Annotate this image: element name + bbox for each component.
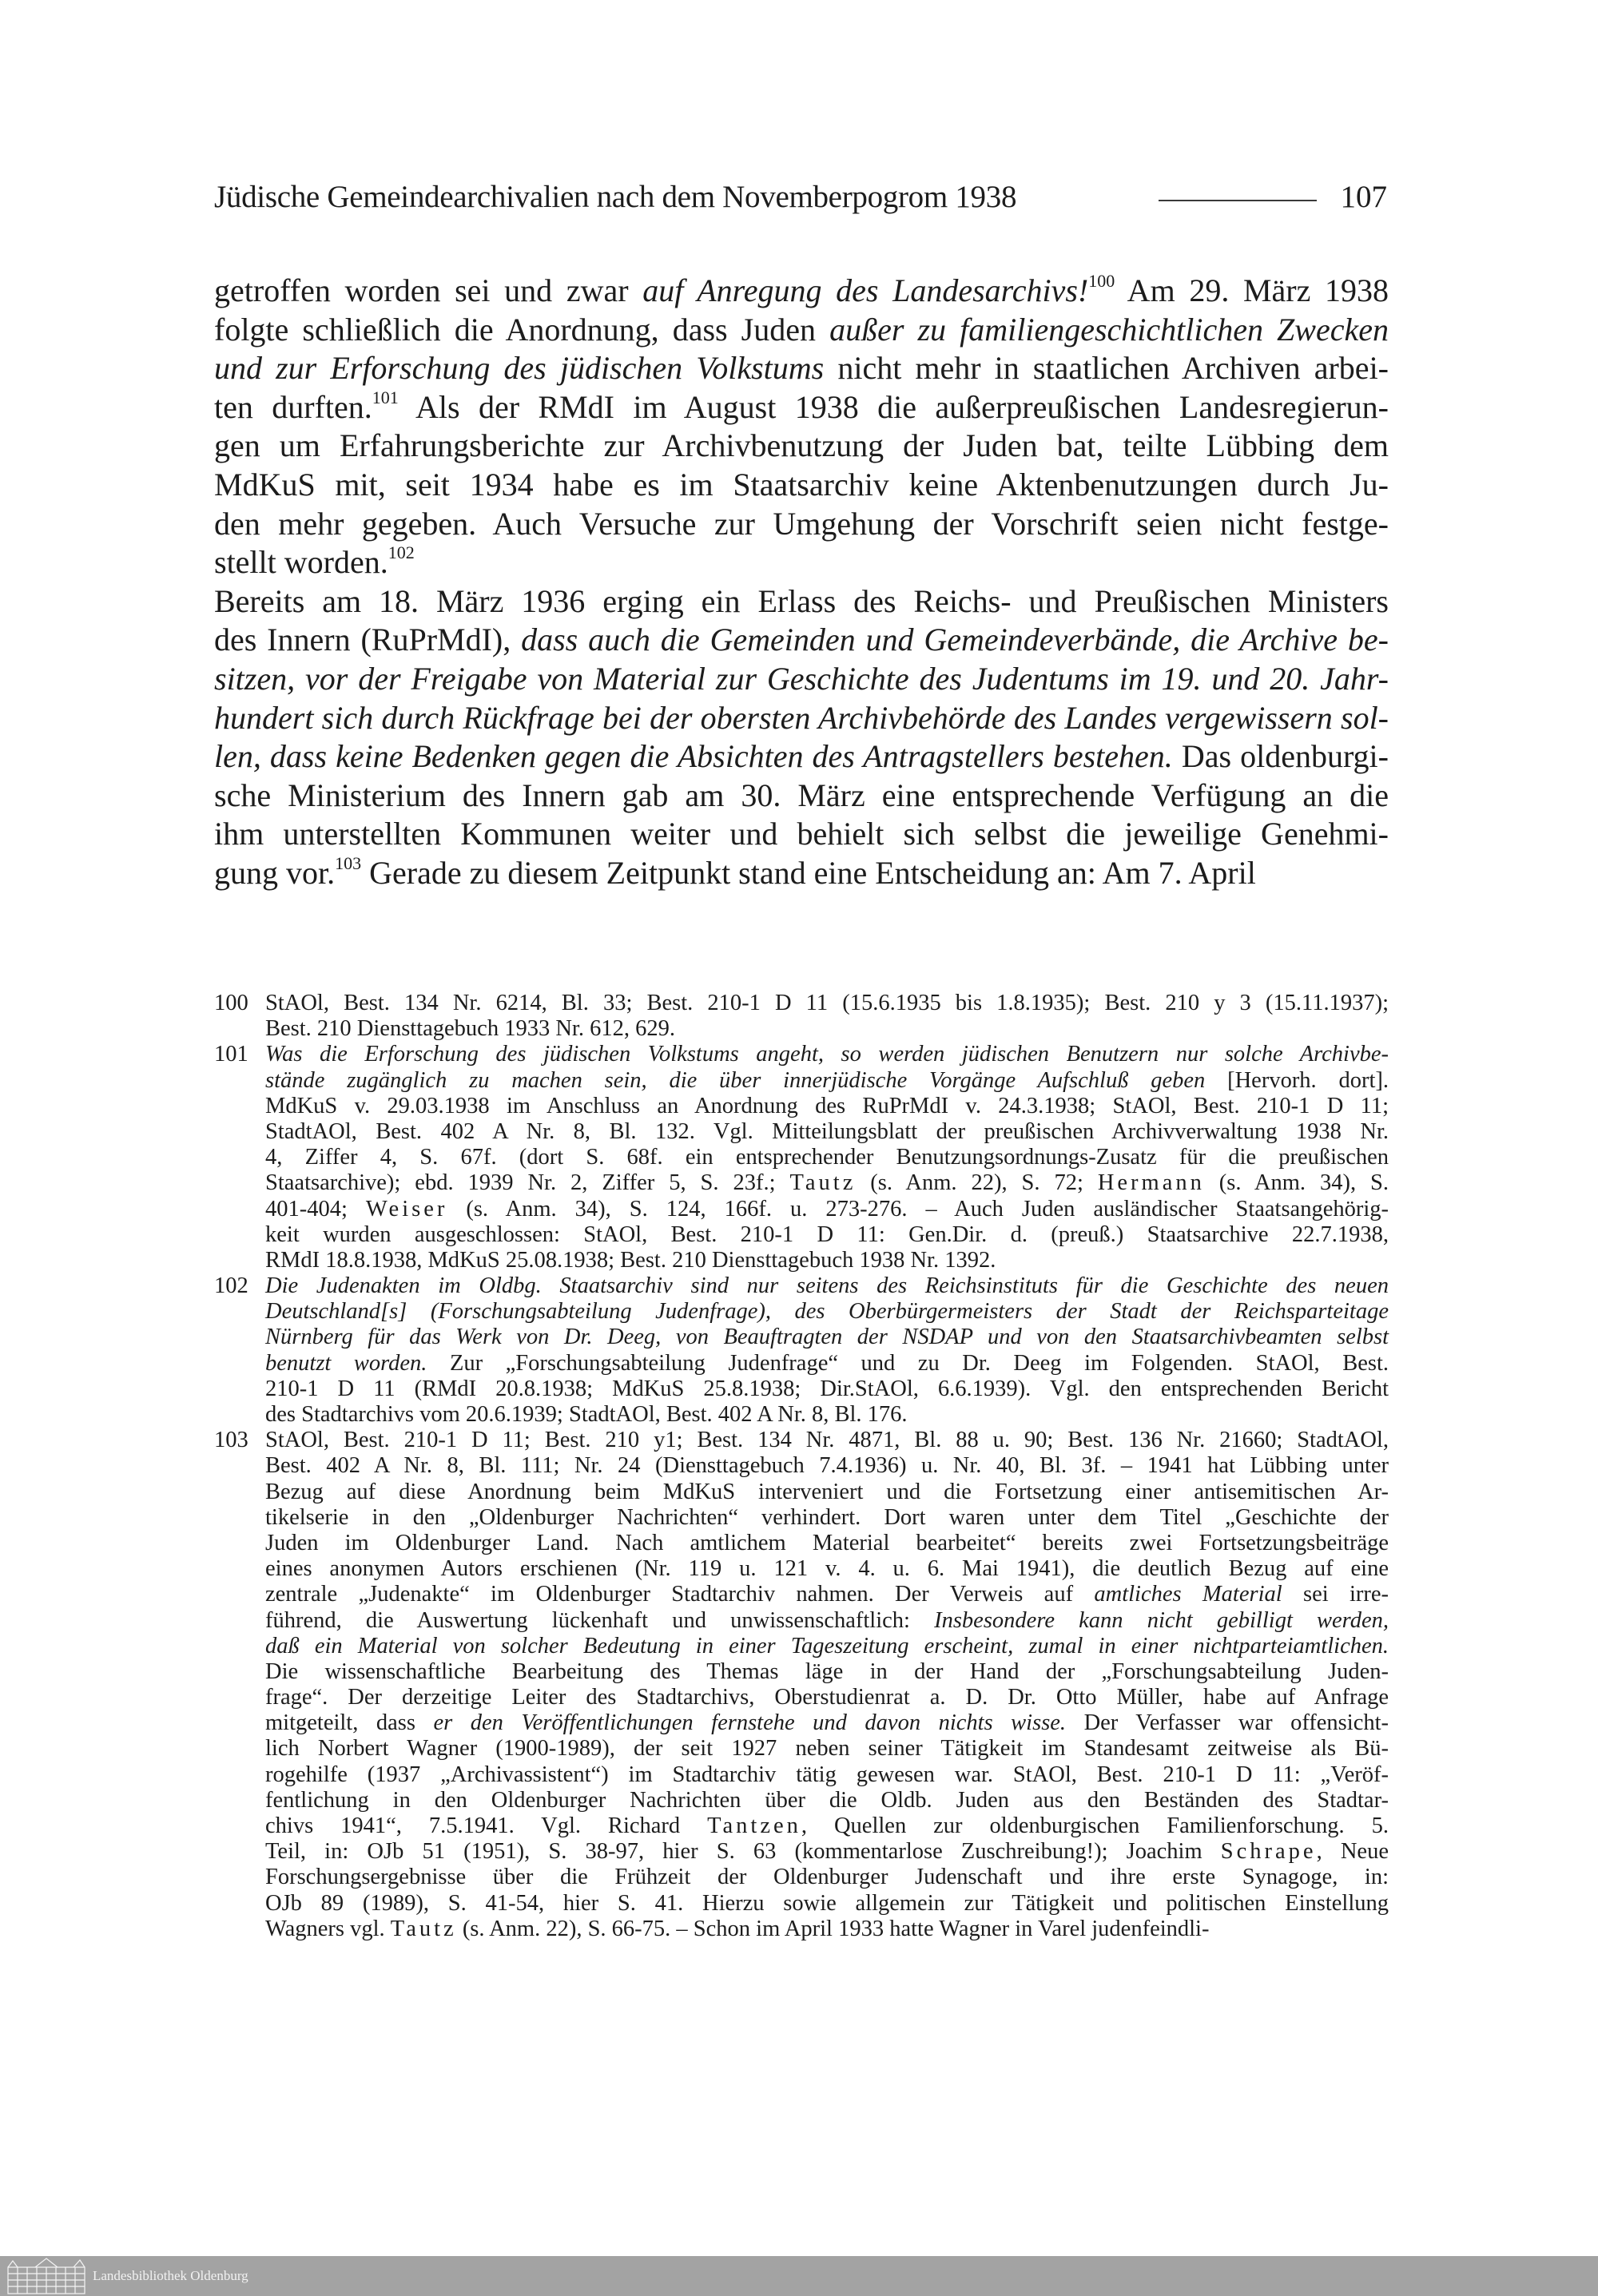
text-run: (s. Anm. 22), S. 66-75. – Schon im April 1933 hatte Wagner in Varel judenfeindli- [456, 1916, 1210, 1941]
footnote-100 [214, 991, 1389, 1042]
author-name: Hermann [1097, 1170, 1205, 1196]
text-run: führend, die Auswertung lückenhaft und unwissenschaftlich: [265, 1607, 935, 1633]
text-run: nicht mehr in staatlichen Archiven arbei- [824, 350, 1389, 387]
text-run: Best. 402 A Nr. 8, Bl. 111; Nr. 24 (Diensttagebuch 7.4.1936) u. Nr. 40, Bl. 3f. – 1941 hat Lübbing unter [265, 1453, 1389, 1479]
footnote-line [265, 1197, 1389, 1222]
body-line [214, 737, 1389, 777]
text-run: MdKuS mit, seit 1934 habe es im Staatsarchiv keine Aktenbenutzungen durch Ju- [214, 466, 1389, 502]
body-line [214, 815, 1389, 854]
footnote-line [265, 1813, 1389, 1839]
footnote-line [265, 1376, 1389, 1402]
body-line [214, 505, 1389, 544]
footnote-number: 100 [214, 991, 248, 1015]
footnote-line [265, 1094, 1389, 1119]
footnote-line [265, 1068, 1389, 1094]
page-number: 107 [1340, 180, 1387, 214]
text-run: Forschungsergebnisse über die Frühzeit der Oldenburger Judenschaft und ihre erste Synagoge, in: [265, 1865, 1389, 1890]
text-run: OJb 89 (1989), S. 41-54, hier S. 41. Hierzu sowie allgemein zur Tätigkeit und politischen Einstellung [265, 1890, 1389, 1916]
text-run: Wagners vgl. [265, 1916, 391, 1941]
footnote-line [265, 1531, 1389, 1556]
footnote-line [265, 1685, 1389, 1710]
footnote-line [265, 1917, 1389, 1942]
header-rule [1159, 200, 1317, 201]
footnote-line [265, 1582, 1389, 1607]
italic-quote: Deutschland[s] (Forschungsabteilung Judenfrage), des Oberbürgermeisters der Stadt der Reichsparteitage [265, 1299, 1389, 1325]
italic-quote: Was die Erforschung des jüdischen Volkstums angeht, so werden jüdischen Benutzern nur solche Archivbe- [265, 1042, 1389, 1067]
text-run: des Innern (RuPrMdI), [214, 622, 522, 658]
body-line [214, 582, 1389, 622]
footnote-line [265, 1710, 1389, 1736]
italic-quote: amtliches Material [1094, 1582, 1282, 1607]
text-run: MdKuS v. 29.03.1938 im Anschluss an Anordnung des RuPrMdI v. 24.3.1938; StAOl, Best. 210-1 D 11; [265, 1093, 1389, 1118]
text-run: StadtAOl, Best. 402 A Nr. 8, Bl. 132. Vgl. Mitteilungsblatt der preußischen Archivverwaltung 1938 Nr. [265, 1118, 1389, 1144]
text-run: Staatsarchive); ebd. 1939 Nr. 2, Ziffer 5, S. 23f.; [265, 1170, 790, 1196]
italic-quote: daß ein Material von solcher Bedeutung in einer Tageszeitung erscheint, zumal in einer nichtparteiamtlichen. [265, 1633, 1389, 1658]
text-run: mitgeteilt, dass [265, 1710, 434, 1736]
footnote-line [265, 991, 1389, 1016]
footnote-line [265, 1042, 1389, 1067]
body-line [214, 621, 1389, 660]
footnote-line [265, 1248, 1389, 1273]
text-run: sche Ministerium des Innern gab am 30. März eine entsprechende Verfügung an die [214, 777, 1389, 813]
footnote-101 [214, 1042, 1389, 1273]
footnote-line [265, 1865, 1389, 1890]
footnote-line [265, 1222, 1389, 1248]
footnote-line [265, 1505, 1389, 1531]
body-line [214, 349, 1389, 388]
library-name: Landesbibliothek Oldenburg [93, 2268, 248, 2283]
footnote-reference[interactable]: 100 [1088, 271, 1115, 291]
text-run: (s. Anm. 22), S. 72; [856, 1170, 1098, 1196]
text-run: ihm unterstellten Kommunen weiter und behielt sich selbst die jeweilige Genehmi- [214, 816, 1389, 852]
running-head [214, 177, 1389, 217]
library-building-icon [6, 2258, 86, 2294]
italic-quote: dass auch die Gemeinden und Gemeindeverbände, die Archive be- [521, 622, 1389, 658]
text-run: , Neue [1316, 1839, 1389, 1865]
italic-quote: benutzt worden. [265, 1350, 427, 1376]
text-run: Zur „Forschungsabteilung Judenfrage“ und zu Dr. Deeg im Folgenden. StAOl, Best. [427, 1350, 1389, 1376]
body-line [214, 543, 1389, 582]
text-run: sei irre- [1282, 1582, 1389, 1607]
footnotes [214, 991, 1389, 1942]
main-text [214, 272, 1389, 893]
text-run: gen um Erfahrungsberichte zur Archivbenutzung der Juden bat, teilte Lübbing dem [214, 427, 1389, 464]
footnote-reference[interactable]: 103 [335, 852, 362, 873]
text-run: fentlichung in den Oldenburger Nachrichten über die Oldb. Juden aus den Beständen des Stadtar- [265, 1787, 1389, 1813]
body-line [214, 854, 1389, 893]
footnote-line [265, 1480, 1389, 1505]
footnote-line [265, 1016, 1389, 1042]
body-line [214, 660, 1389, 699]
text-run: Best. 210 Diensttagebuch 1933 Nr. 612, 629. [265, 1016, 675, 1042]
body-line [214, 388, 1389, 427]
footnote-line [265, 1659, 1389, 1685]
text-run: chivs 1941“, 7.5.1941. Vgl. Richard [265, 1813, 708, 1838]
author-name: Tantzen [707, 1813, 801, 1838]
text-run: 401-404; [265, 1196, 366, 1221]
footnote-number: 101 [214, 1042, 248, 1067]
author-name: Tautz [390, 1916, 457, 1941]
italic-quote: hundert sich durch Rückfrage bei der obersten Archivbehörde des Landes vergewissern sol- [214, 699, 1389, 736]
footnote-line [265, 1736, 1389, 1762]
text-run: frage“. Der derzeitige Leiter des Stadtarchivs, Oberstudienrat a. D. Dr. Otto Müller, habe auf Anfrage [265, 1685, 1389, 1710]
italic-quote: len, dass keine Bedenken gegen die Absichten des Antragstellers bestehen. [214, 738, 1173, 775]
text-run: gung vor. [214, 854, 336, 891]
text-run: StAOl, Best. 210-1 D 11; Best. 210 y1; Best. 134 Nr. 4871, Bl. 88 u. 90; Best. 136 Nr. 21660; StadtAOl, [265, 1428, 1389, 1453]
footnote-line [265, 1608, 1389, 1634]
footnote-line [265, 1351, 1389, 1376]
text-run: ten durften. [214, 388, 372, 425]
body-line [214, 466, 1389, 505]
body-line [214, 427, 1389, 466]
footnote-line [265, 1556, 1389, 1582]
text-run: stellt worden. [214, 544, 388, 581]
footnote-number: 103 [214, 1428, 248, 1453]
text-run: eines anonymen Autors erschienen (Nr. 119 u. 121 v. 4. u. 6. Mai 1941), die deutlich Bezug auf eine [265, 1556, 1389, 1582]
footnote-102 [214, 1273, 1389, 1428]
footnote-line [265, 1762, 1389, 1788]
author-name: Tautz [789, 1170, 857, 1196]
footnote-line [265, 1891, 1389, 1917]
text-run: den mehr gegeben. Auch Versuche zur Umgehung der Vorschrift seien nicht festge- [214, 505, 1389, 542]
text-run: Das oldenburgi- [1172, 738, 1389, 775]
footnote-line [265, 1299, 1389, 1325]
text-run: des Stadtarchivs vom 20.6.1939; StadtAOl, Best. 402 A Nr. 8, Bl. 176. [265, 1402, 908, 1427]
text-run: tikelserie in den „Oldenburger Nachrichten“ verhindert. Dort waren unter dem Titel „Geschichte der [265, 1504, 1389, 1530]
footnote-reference[interactable]: 102 [388, 542, 415, 563]
text-run: rogehilfe (1937 „Archivassistent“) im Stadtarchiv tätig gewesen war. StAOl, Best. 210-1 D 11: „Veröf- [265, 1762, 1389, 1787]
text-run: 210-1 D 11 (RMdI 20.8.1938; MdKuS 25.8.1938; Dir.StAOl, 6.6.1939). Vgl. den entsprechenden Bericht [265, 1376, 1389, 1401]
author-name: Weiser [365, 1196, 448, 1221]
footnote-line [265, 1788, 1389, 1813]
text-run: Die wissenschaftliche Bearbeitung des Themas läge in der Hand der „Forschungsabteilung Juden- [265, 1658, 1389, 1684]
author-name: Schrape [1220, 1839, 1317, 1865]
text-run: getroffen worden sei und zwar [214, 272, 643, 308]
text-run: Bezug auf diese Anordnung beim MdKuS interveniert und die Fortsetzung einer antisemitischen Ar- [265, 1479, 1389, 1504]
footnote-line [265, 1428, 1389, 1453]
footnote-line [265, 1325, 1389, 1350]
body-line [214, 777, 1389, 816]
italic-quote: und zur Erforschung des jüdischen Volkstums [214, 350, 825, 387]
text-run: lich Norbert Wagner (1900-1989), der seit 1927 neben seiner Tätigkeit im Standesamt zeitweise als Bü- [265, 1736, 1389, 1762]
text-run: Bereits am 18. März 1936 erging ein Erlass des Reichs- und Preußischen Ministers [214, 582, 1389, 619]
footnote-line [265, 1273, 1389, 1299]
italic-quote: auf Anregung des Landesarchivs! [642, 272, 1089, 308]
text-run: RMdI 18.8.1938, MdKuS 25.08.1938; Best. 210 Diensttagebuch 1938 Nr. 1392. [265, 1247, 996, 1273]
text-run: Gerade zu diesem Zeitpunkt stand eine Entscheidung an: Am 7. April [361, 854, 1256, 891]
text-run: (s. Anm. 34), S. 124, 166f. u. 273-276. – Auch Juden ausländischer Staatsangehörig- [447, 1196, 1389, 1221]
text-run: Am 29. März 1938 [1115, 272, 1389, 308]
text-run: , Quellen zur oldenburgischen Familienforschung. 5. [801, 1813, 1389, 1838]
footnote-103 [214, 1428, 1389, 1942]
text-run: zentrale „Judenakte“ im Oldenburger Stadtarchiv nahmen. Der Verweis auf [265, 1582, 1095, 1607]
text-run: StAOl, Best. 134 Nr. 6214, Bl. 33; Best. 210-1 D 11 (15.6.1935 bis 1.8.1935); Best. 210 y 3 (15.11.1937); [265, 991, 1389, 1015]
body-line [214, 699, 1389, 738]
footnote-line [265, 1839, 1389, 1865]
footnote-line [265, 1402, 1389, 1428]
footnote-line [265, 1453, 1389, 1479]
text-run: [Hervorh. dort]. [1205, 1067, 1389, 1093]
footnote-line [265, 1634, 1389, 1659]
italic-quote: Nürnberg für das Werk von Dr. Deeg, von Beauftragten der NSDAP und von den Staatsarchivbeamten selbst [265, 1325, 1389, 1350]
text-run: (s. Anm. 34), S. [1204, 1170, 1389, 1196]
footer-banner [0, 2256, 1598, 2296]
text-run: Teil, in: OJb 51 (1951), S. 38-97, hier S. 63 (kommentarlose Zuschreibung!); Joachim [265, 1839, 1221, 1865]
footnote-line [265, 1170, 1389, 1196]
text-run: folgte schließlich die Anordnung, dass Juden [214, 311, 830, 348]
text-run: Als der RMdI im August 1938 die außerpreußischen Landesregierun- [398, 388, 1389, 425]
text-run: keit wurden ausgeschlossen: StAOl, Best. 210-1 D 11: Gen.Dir. d. (preuß.) Staatsarchive 22.7.1938, [265, 1221, 1389, 1247]
italic-quote: er den Veröffentlichungen fernstehe und davon nichts wisse. [433, 1710, 1067, 1736]
text-run: Juden im Oldenburger Land. Nach amtlichem Material bearbeitet“ bereits zwei Fortsetzungsbeiträge [265, 1530, 1389, 1555]
footnote-line [265, 1145, 1389, 1170]
text-run: Der Verfasser war offensicht- [1066, 1710, 1389, 1736]
italic-quote: sitzen, vor der Freigabe von Material zur Geschichte des Judentums im 19. und 20. Jahr- [214, 660, 1389, 697]
footnote-number: 102 [214, 1273, 248, 1299]
italic-quote: Insbesondere kann nicht gebilligt werden, [934, 1607, 1389, 1633]
body-line [214, 272, 1389, 311]
body-line [214, 311, 1389, 350]
text-run: 4, Ziffer 4, S. 67f. (dort S. 68f. ein entsprechender Benutzungsordnungs-Zusatz für die preußischen [265, 1145, 1389, 1170]
italic-quote: Die Judenakten im Oldbg. Staatsarchiv sind nur seitens des Reichsinstituts für die Geschichte des neuen [265, 1273, 1389, 1299]
running-title: Jüdische Gemeindearchivalien nach dem Novemberpogrom 1938 [214, 180, 1017, 214]
italic-quote: außer zu familiengeschichtlichen Zwecken [829, 311, 1389, 348]
footnote-reference[interactable]: 101 [372, 387, 399, 407]
italic-quote: stände zugänglich zu machen sein, die über innerjüdische Vorgänge Aufschluß geben [265, 1067, 1206, 1093]
footnote-line [265, 1119, 1389, 1145]
